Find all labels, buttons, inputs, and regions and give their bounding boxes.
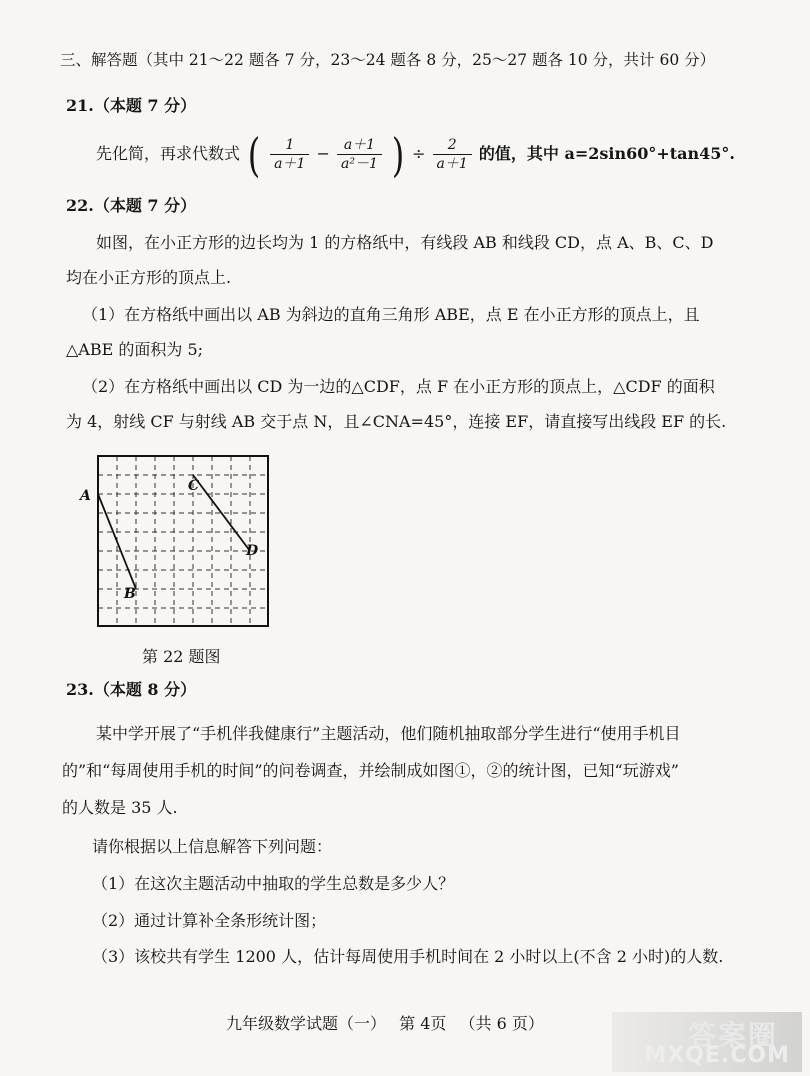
q23-question-1: （1）在这次主题活动中抽取的学生总数是多少人？	[92, 874, 455, 893]
footer-page-number: 第 4页	[399, 1014, 447, 1033]
q23-question-3: （3）该校共有学生 1200 人，估计每周使用手机时间在 2 小时以上(不含 2 小时)的人数.	[92, 947, 724, 966]
q21-title: 21.（本题 7 分）	[66, 96, 197, 115]
q22-text-line-1: 如图，在小正方形的边长均为 1 的方格纸中，有线段 AB 和线段 CD，点 A、B、C、D	[96, 233, 714, 252]
point-label-a: A	[80, 488, 91, 504]
fraction-3	[433, 136, 472, 173]
q23-prompt: 请你根据以上信息解答下列问题：	[92, 837, 333, 856]
fraction-1-denominator: a＋1	[274, 156, 306, 172]
fraction-1-numerator: 1	[270, 136, 309, 155]
q23-text-line-3: 的人数是 35 人.	[62, 798, 178, 817]
q23-question-2: （2）通过计算补全条形统计图；	[92, 911, 327, 930]
fraction-1	[270, 136, 309, 173]
q23-title: 23.（本题 8 分）	[66, 680, 197, 699]
point-label-b: B	[124, 586, 136, 602]
right-paren: )	[391, 127, 405, 182]
watermark	[612, 1012, 802, 1072]
point-label-c: C	[188, 478, 200, 494]
q21-expression	[96, 126, 735, 182]
q22-part2-line-2: 为 4，射线 CF 与射线 AB 交于点 N，且∠CNA=45°，连接 EF，请直接写出线段 EF 的长.	[66, 412, 727, 431]
q23-text-line-2: 的”和“每周使用手机的时间”的问卷调查，并绘制成如图①，②的统计图，已知“玩游戏”	[62, 761, 679, 780]
divide-sign: ÷	[412, 144, 426, 163]
footer	[226, 1014, 544, 1034]
left-paren: (	[247, 127, 261, 182]
q22-part1-line-2: △ABE 的面积为 5;	[66, 340, 204, 359]
fraction-2	[337, 136, 382, 173]
watermark-logo: 答案圈	[687, 1019, 778, 1052]
q23-text-line-1: 某中学开展了“手机伴我健康行”主题活动，他们随机抽取部分学生进行“使用手机目	[96, 724, 681, 743]
section-heading: 三、解答题（其中 21～22 题各 7 分，23～24 题各 8 分，25～27 题各 10 分，共计 60 分）	[60, 51, 716, 69]
minus-sign: −	[316, 144, 330, 163]
fraction-2-denominator: a²－1	[341, 156, 378, 172]
q21-lead: 先化简，再求代数式	[96, 144, 241, 163]
fraction-3-denominator: a＋1	[436, 156, 468, 172]
fraction-2-numerator: a＋1	[337, 136, 382, 155]
grid-figure	[78, 452, 278, 634]
footer-exam-title: 九年级数学试题（一）	[226, 1014, 387, 1033]
q22-title: 22.（本题 7 分）	[66, 196, 197, 215]
watermark-url: MXQE.COM	[644, 1043, 790, 1068]
q22-part1-line-1: （1）在方格纸中画出以 AB 为斜边的直角三角形 ABE，点 E 在小正方形的顶点上，且	[82, 305, 700, 324]
q22-text-line-2: 均在小正方形的顶点上.	[66, 268, 232, 287]
q21-tail: 的值，其中 a=2sin60°+tan45°.	[478, 144, 735, 163]
point-label-d: D	[246, 543, 259, 559]
q22-part2-line-1: （2）在方格纸中画出以 CD 为一边的△CDF，点 F 在小正方形的顶点上，△CDF 的面积	[82, 377, 715, 396]
figure-caption: 第 22 题图	[142, 647, 221, 666]
footer-total-pages: （共 6 页）	[459, 1014, 544, 1033]
fraction-3-numerator: 2	[433, 136, 472, 155]
